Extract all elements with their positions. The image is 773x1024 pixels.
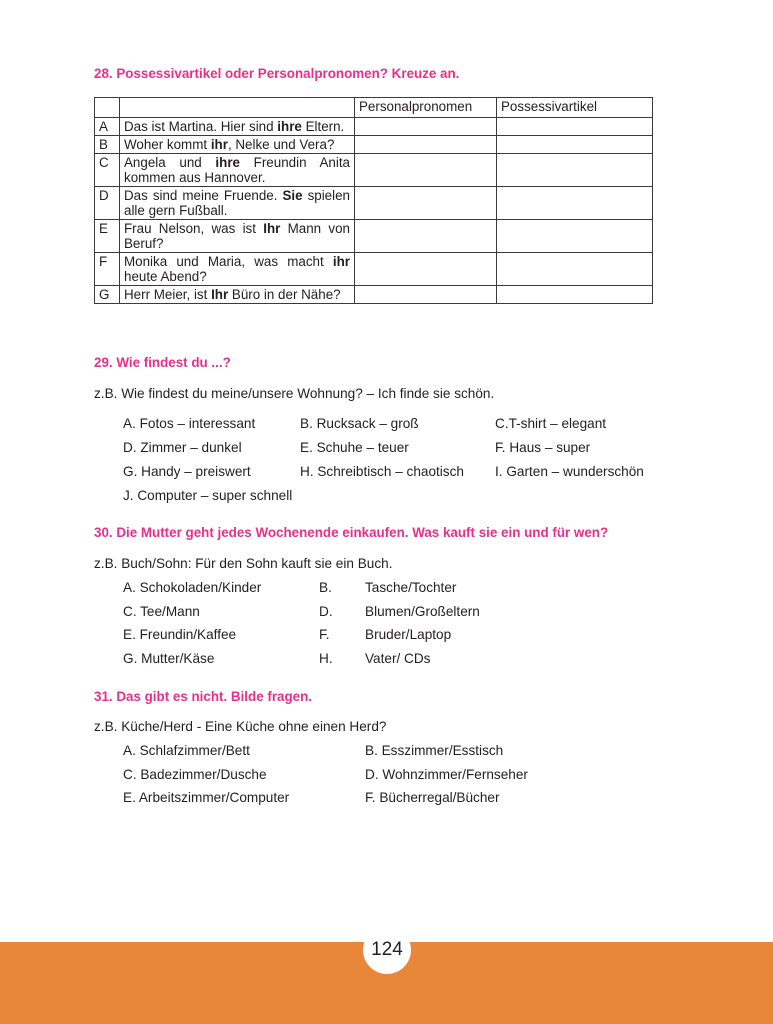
row-letter: E: [95, 220, 120, 253]
checkbox-personalpronomen[interactable]: [355, 286, 497, 304]
exercise-31-item-a: A. Schlafzimmer/Bett: [123, 743, 250, 758]
exercise-30-item-d: Blumen/Großeltern: [365, 604, 480, 619]
exercise-31-example: z.B. Küche/Herd - Eine Küche ohne einen Herd?: [94, 719, 387, 734]
row-letter: C: [95, 154, 120, 187]
exercise-29-item-a: A. Fotos – interessant: [123, 416, 256, 431]
exercise-30-item-a: A. Schokoladen/Kinder: [123, 580, 262, 595]
row-letter: D: [95, 187, 120, 220]
row-letter: F: [95, 253, 120, 286]
checkbox-personalpronomen[interactable]: [355, 220, 497, 253]
exercise-29-item-j: J. Computer – super schnell: [123, 488, 293, 503]
header-empty-sentence: [120, 98, 355, 118]
header-personalpronomen: Personalpronomen: [355, 98, 497, 118]
row-letter: G: [95, 286, 120, 304]
exercise-31-heading: 31. Das gibt es nicht. Bilde fragen.: [94, 689, 313, 704]
exercise-31-item-e: E. Arbeitszimmer/Computer: [123, 790, 290, 805]
row-sentence: Woher kommt ihr, Nelke und Vera?: [120, 136, 355, 154]
exercise-29-item-f: F. Haus – super: [495, 440, 591, 455]
exercise-29-item-d: D. Zimmer – dunkel: [123, 440, 242, 455]
row-letter: A: [95, 118, 120, 136]
exercise-30-letter-b: B.: [319, 580, 332, 595]
checkbox-possessivartikel[interactable]: [497, 118, 653, 136]
checkbox-personalpronomen[interactable]: [355, 136, 497, 154]
exercise-30-item-h: Vater/ CDs: [365, 651, 431, 666]
table-row: [95, 154, 653, 187]
page-number: 124: [363, 926, 411, 974]
table-row: [95, 118, 653, 136]
exercise-30-example: z.B. Buch/Sohn: Für den Sohn kauft sie ein Buch.: [94, 556, 393, 571]
checkbox-possessivartikel[interactable]: [497, 220, 653, 253]
exercise-29-example: z.B. Wie findest du meine/unsere Wohnung? – Ich finde sie schön.: [94, 386, 495, 401]
exercise-29-item-h: H. Schreibtisch – chaotisch: [300, 464, 464, 479]
row-sentence: Das sind meine Fruende. Sie spielen alle gern Fußball.: [120, 187, 355, 220]
exercise-30-item-c: C. Tee/Mann: [123, 604, 200, 619]
checkbox-personalpronomen[interactable]: [355, 253, 497, 286]
exercise-30-heading: 30. Die Mutter geht jedes Wochenende einkaufen. Was kauft sie ein und für wen?: [94, 525, 609, 540]
exercise-30-item-e: E. Freundin/Kaffee: [123, 627, 237, 642]
exercise-28-heading: 28. Possessivartikel oder Personalpronomen? Kreuze an.: [94, 66, 460, 81]
checkbox-personalpronomen[interactable]: [355, 187, 497, 220]
exercise-29-item-g: G. Handy – preiswert: [123, 464, 251, 479]
exercise-30-item-g: G. Mutter/Käse: [123, 651, 215, 666]
row-sentence: Frau Nelson, was ist Ihr Mann von Beruf?: [120, 220, 355, 253]
exercise-29-item-c: C.T-shirt – elegant: [495, 416, 607, 431]
table-row: [95, 253, 653, 286]
exercise-29-item-b: B. Rucksack – groß: [300, 416, 419, 431]
exercise-30-item-b: Tasche/Tochter: [365, 580, 457, 595]
table-row: [95, 286, 653, 304]
row-sentence: Monika und Maria, was macht ihr heute Abend?: [120, 253, 355, 286]
checkbox-possessivartikel[interactable]: [497, 154, 653, 187]
checkbox-personalpronomen[interactable]: [355, 118, 497, 136]
row-sentence: Das ist Martina. Hier sind ihre Eltern.: [120, 118, 355, 136]
exercise-31-item-f: F. Bücherregal/Bücher: [365, 790, 500, 805]
exercise-29-item-i: I. Garten – wunderschön: [495, 464, 644, 479]
exercise-31-item-b: B. Esszimmer/Esstisch: [365, 743, 504, 758]
checkbox-possessivartikel[interactable]: [497, 286, 653, 304]
exercise-30-letter-d: D.: [319, 604, 333, 619]
exercise-31-item-c: C. Badezimmer/Dusche: [123, 767, 267, 782]
header-possessivartikel: Possessivartikel: [497, 98, 653, 118]
header-empty-letter: [95, 98, 120, 118]
exercise-30-letter-h: H.: [319, 651, 333, 666]
checkbox-possessivartikel[interactable]: [497, 253, 653, 286]
exercise-30-letter-f: F.: [319, 627, 330, 642]
row-sentence: Angela und ihre Freundin Anita kommen aus Hannover.: [120, 154, 355, 187]
exercise-29-heading: 29. Wie findest du ...?: [94, 355, 231, 370]
exercise-29-item-e: E. Schuhe – teuer: [300, 440, 409, 455]
row-sentence: Herr Meier, ist Ihr Büro in der Nähe?: [120, 286, 355, 304]
checkbox-possessivartikel[interactable]: [497, 187, 653, 220]
exercise-31-item-d: D. Wohnzimmer/Fernseher: [365, 767, 528, 782]
table-row: [95, 187, 653, 220]
table-header-row: [95, 98, 653, 118]
exercise-30-item-f: Bruder/Laptop: [365, 627, 452, 642]
checkbox-possessivartikel[interactable]: [497, 136, 653, 154]
checkbox-personalpronomen[interactable]: [355, 154, 497, 187]
exercise-28-table: [94, 97, 653, 304]
row-letter: B: [95, 136, 120, 154]
table-row: [95, 220, 653, 253]
table-row: [95, 136, 653, 154]
